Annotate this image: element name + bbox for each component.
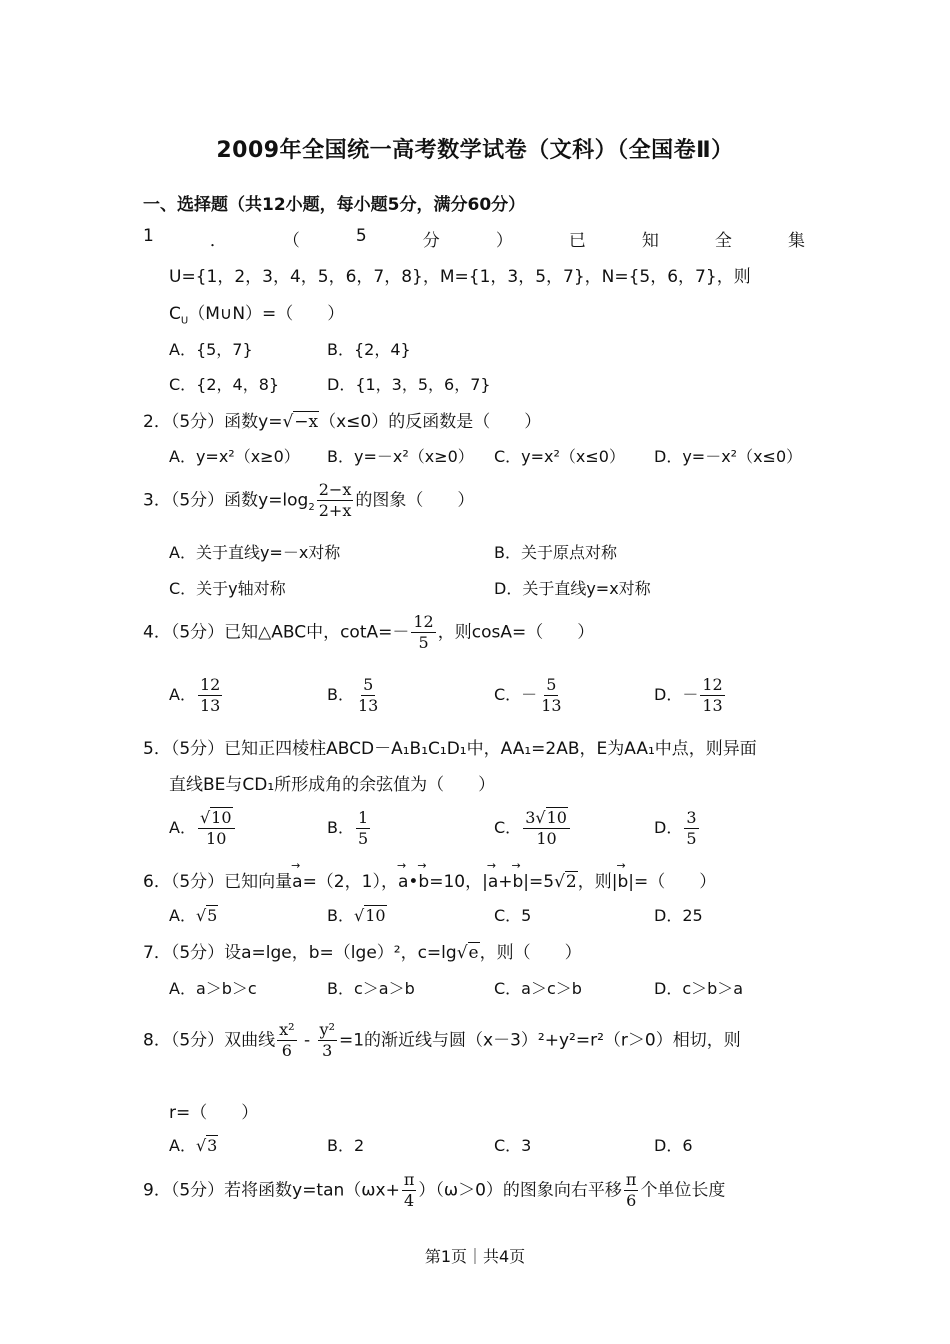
sqrt-expression: √−x [282, 412, 319, 432]
page-footer: 第1页｜共4页 [424, 1247, 526, 1266]
q1-token: ． [209, 231, 227, 251]
q1-token: 5 [355, 226, 367, 246]
vector-b: → b [512, 868, 523, 892]
vector-a: → a [292, 868, 302, 892]
question-7: 7．（5分）设a=lge，b=（lge）²，c=lg√e，则（ ） [143, 943, 582, 963]
q2-option-a: A．y=x²（x≥0） [169, 447, 300, 466]
q5-option-a: A． $\frac{√10}{10}$ [169, 808, 237, 849]
q2-option-d: D．y=－x²（x≤0） [654, 447, 803, 466]
q1-token: 1 [143, 226, 154, 246]
q6-option-d: D．25 [654, 906, 703, 925]
question-9: 9．（5分）若将函数y=tan（ωx+ $\frac{\pi}{4}$ ）（ω＞0）的图象向右平移 $\frac{\pi}{6}$ 个单位长度 [143, 1170, 726, 1210]
q1-token: （ [282, 231, 300, 251]
q4-option-b: B． $\frac{5}{13}$ [327, 675, 379, 715]
q1-token: 知 [641, 231, 659, 251]
q1-option-d: D．{1，3，5，6，7} [327, 375, 491, 394]
q7-option-b: B．c＞a＞b [327, 979, 415, 998]
q2-option-c: C．y=x²（x≤0） [494, 447, 625, 466]
fraction: $\frac{2-x}{2+x}$ [318, 480, 352, 520]
q3-option-b: B．关于原点对称 [494, 543, 617, 562]
q8-option-c: C．3 [494, 1136, 532, 1155]
question-8: 8．（5分）双曲线 $\frac{\text{x²}}{6}$ - $\frac{\text{y²}}{3}$ =1的渐近线与圆（x－3）²+y²=r²（r＞0）相切，则 [143, 1020, 741, 1060]
question-5-line2: 直线BE与CD₁所形成角的余弦值为（ ） [169, 775, 496, 795]
question-5-line1: 5．（5分）已知正四棱柱ABCD－A₁B₁C₁D₁中，AA₁=2AB，E为AA₁中点，则异面 [143, 739, 757, 759]
q5-option-d: D． $\frac{3}{5}$ [654, 808, 697, 848]
question-1-line3: $C_U(M\cup N)=$（ ） [169, 304, 345, 327]
q5-option-b: B． $\frac{1}{5}$ [327, 808, 369, 848]
question-1-line2: U={1，2，3，4，5，6，7，8}，M={1，3，5，7}，N={5，6，7}，则 [169, 267, 751, 287]
vector-a: → a [488, 868, 498, 892]
q1-token: 全 [714, 231, 732, 251]
q2-option-b: B．y=－x²（x≥0） [327, 447, 474, 466]
question-1-line1 [143, 226, 805, 251]
q5-option-c: C． $\frac{3√10}{10}$ [494, 808, 572, 849]
q4-option-a: A． $\frac{12}{13}$ [169, 675, 221, 715]
q1-token: 分 [422, 231, 440, 251]
vector-b: → b [418, 868, 429, 892]
question-2: 2．（5分）函数y=√−x（x≤0）的反函数是（ ） [143, 412, 542, 432]
question-3: 3．（5分）函数$y=\log_2$ $\frac{2-x}{2+x}$ 的图象（ ） [143, 480, 475, 520]
q7-option-a: A．a＞b＞c [169, 979, 257, 998]
section-heading: 一、选择题（共12小题，每小题5分，满分60分） [143, 195, 526, 215]
q7-option-c: C．a＞c＞b [494, 979, 582, 998]
q1-option-c: C．{2，4，8} [169, 375, 280, 394]
q1-token: 已 [568, 231, 586, 251]
q8-option-a: A．√3 [169, 1136, 218, 1155]
q1-token: ） [495, 231, 513, 251]
q8-option-b: B．2 [327, 1136, 365, 1155]
fraction: $\frac{12}{5}$ [413, 612, 434, 652]
question-8-line2: r=（ ） [169, 1103, 259, 1123]
question-4: 4．（5分）已知△ABC中，cotA=－ $\frac{12}{5}$ ，则cosA=（ ） [143, 612, 595, 652]
q1-option-a: A．{5，7} [169, 340, 253, 359]
q1-token: 集 [787, 231, 805, 251]
question-6: 6．（5分）已知向量→ a=（2，1），→ a•→ b=10，|→ a+→ b|=5√2，则|→ b|=（ ） [143, 867, 716, 892]
q6-option-b: B．√10 [327, 906, 386, 925]
q8-option-d: D．6 [654, 1136, 693, 1155]
q4-option-c: C．－ $\frac{5}{13}$ [494, 675, 562, 715]
q1-option-b: B．{2，4} [327, 340, 411, 359]
q3-option-c: C．关于y轴对称 [169, 579, 286, 598]
q4-option-d: D．－ $\frac{12}{13}$ [654, 675, 723, 715]
q3-option-d: D．关于直线y=x对称 [494, 579, 651, 598]
page-title: 2009年全国统一高考数学试卷（文科）（全国卷Ⅱ） [216, 138, 734, 163]
vector-a: → a [398, 868, 408, 892]
q7-option-d: D．c＞b＞a [654, 979, 744, 998]
q3-option-a: A．关于直线y=－x对称 [169, 543, 341, 562]
q6-option-c: C．5 [494, 906, 532, 925]
vector-b: → b [617, 868, 628, 892]
q6-option-a: A．√5 [169, 906, 218, 925]
